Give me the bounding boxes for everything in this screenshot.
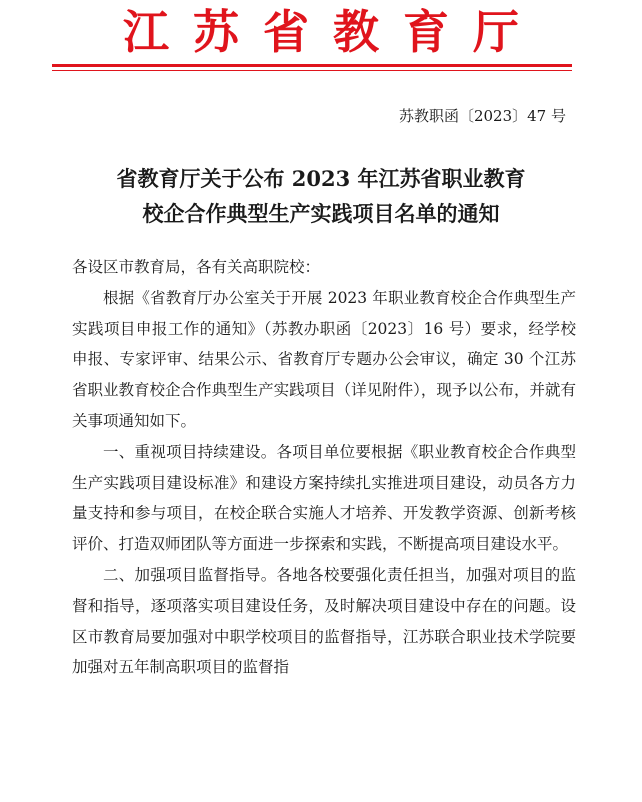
paragraph-item-2: 二、加强项目监督指导。各地各校要强化责任担当，加强对项目的监督和指导，逐项落实项目建设任务，及时解决项目建设中存在的问题。设区市教育局要加强对中职学校项目的监督指导，江苏联合职业技术学院要加强对五年制高职项目的监督指	[72, 565, 576, 677]
masthead-thin-rule	[52, 70, 572, 71]
agency-masthead: 江苏省教育厅	[123, 5, 543, 59]
document-number: 苏教职函〔2023〕47 号	[398, 107, 566, 125]
notice-title-line-2: 校企合作典型生产实践项目名单的通知	[142, 201, 500, 226]
paragraph-item-1: 一、重视项目持续建设。各项目单位要根据《职业教育校企合作典型生产实践项目建设标准》和建设方案持续扎实推进项目建设，动员各方力量支持和参与项目，在校企联合实施人才培养、开发教学资源、创新考核评价、打造双师团队等方面进一步探索和实践，不断提高项目建设水平。	[72, 442, 576, 554]
salutation: 各设区市教育局，各有关高职院校：	[72, 258, 321, 276]
notice-title-line-1: 省教育厅关于公布 2023 年江苏省职业教育	[116, 166, 526, 191]
masthead-thick-rule	[52, 64, 572, 67]
paragraph-intro: 根据《省教育厅办公室关于开展 2023 年职业教育校企合作典型生产实践项目申报工作的通知》（苏教办职函〔2023〕16 号）要求，经学校申报、专家评审、结果公示、省教育厅专题办公会审议，确定 30 个江苏省职业教育校企合作典型生产实践项目（详见附件），现予以公布，并就有关事项通知如下。	[72, 288, 576, 430]
notice-body	[72, 252, 576, 683]
